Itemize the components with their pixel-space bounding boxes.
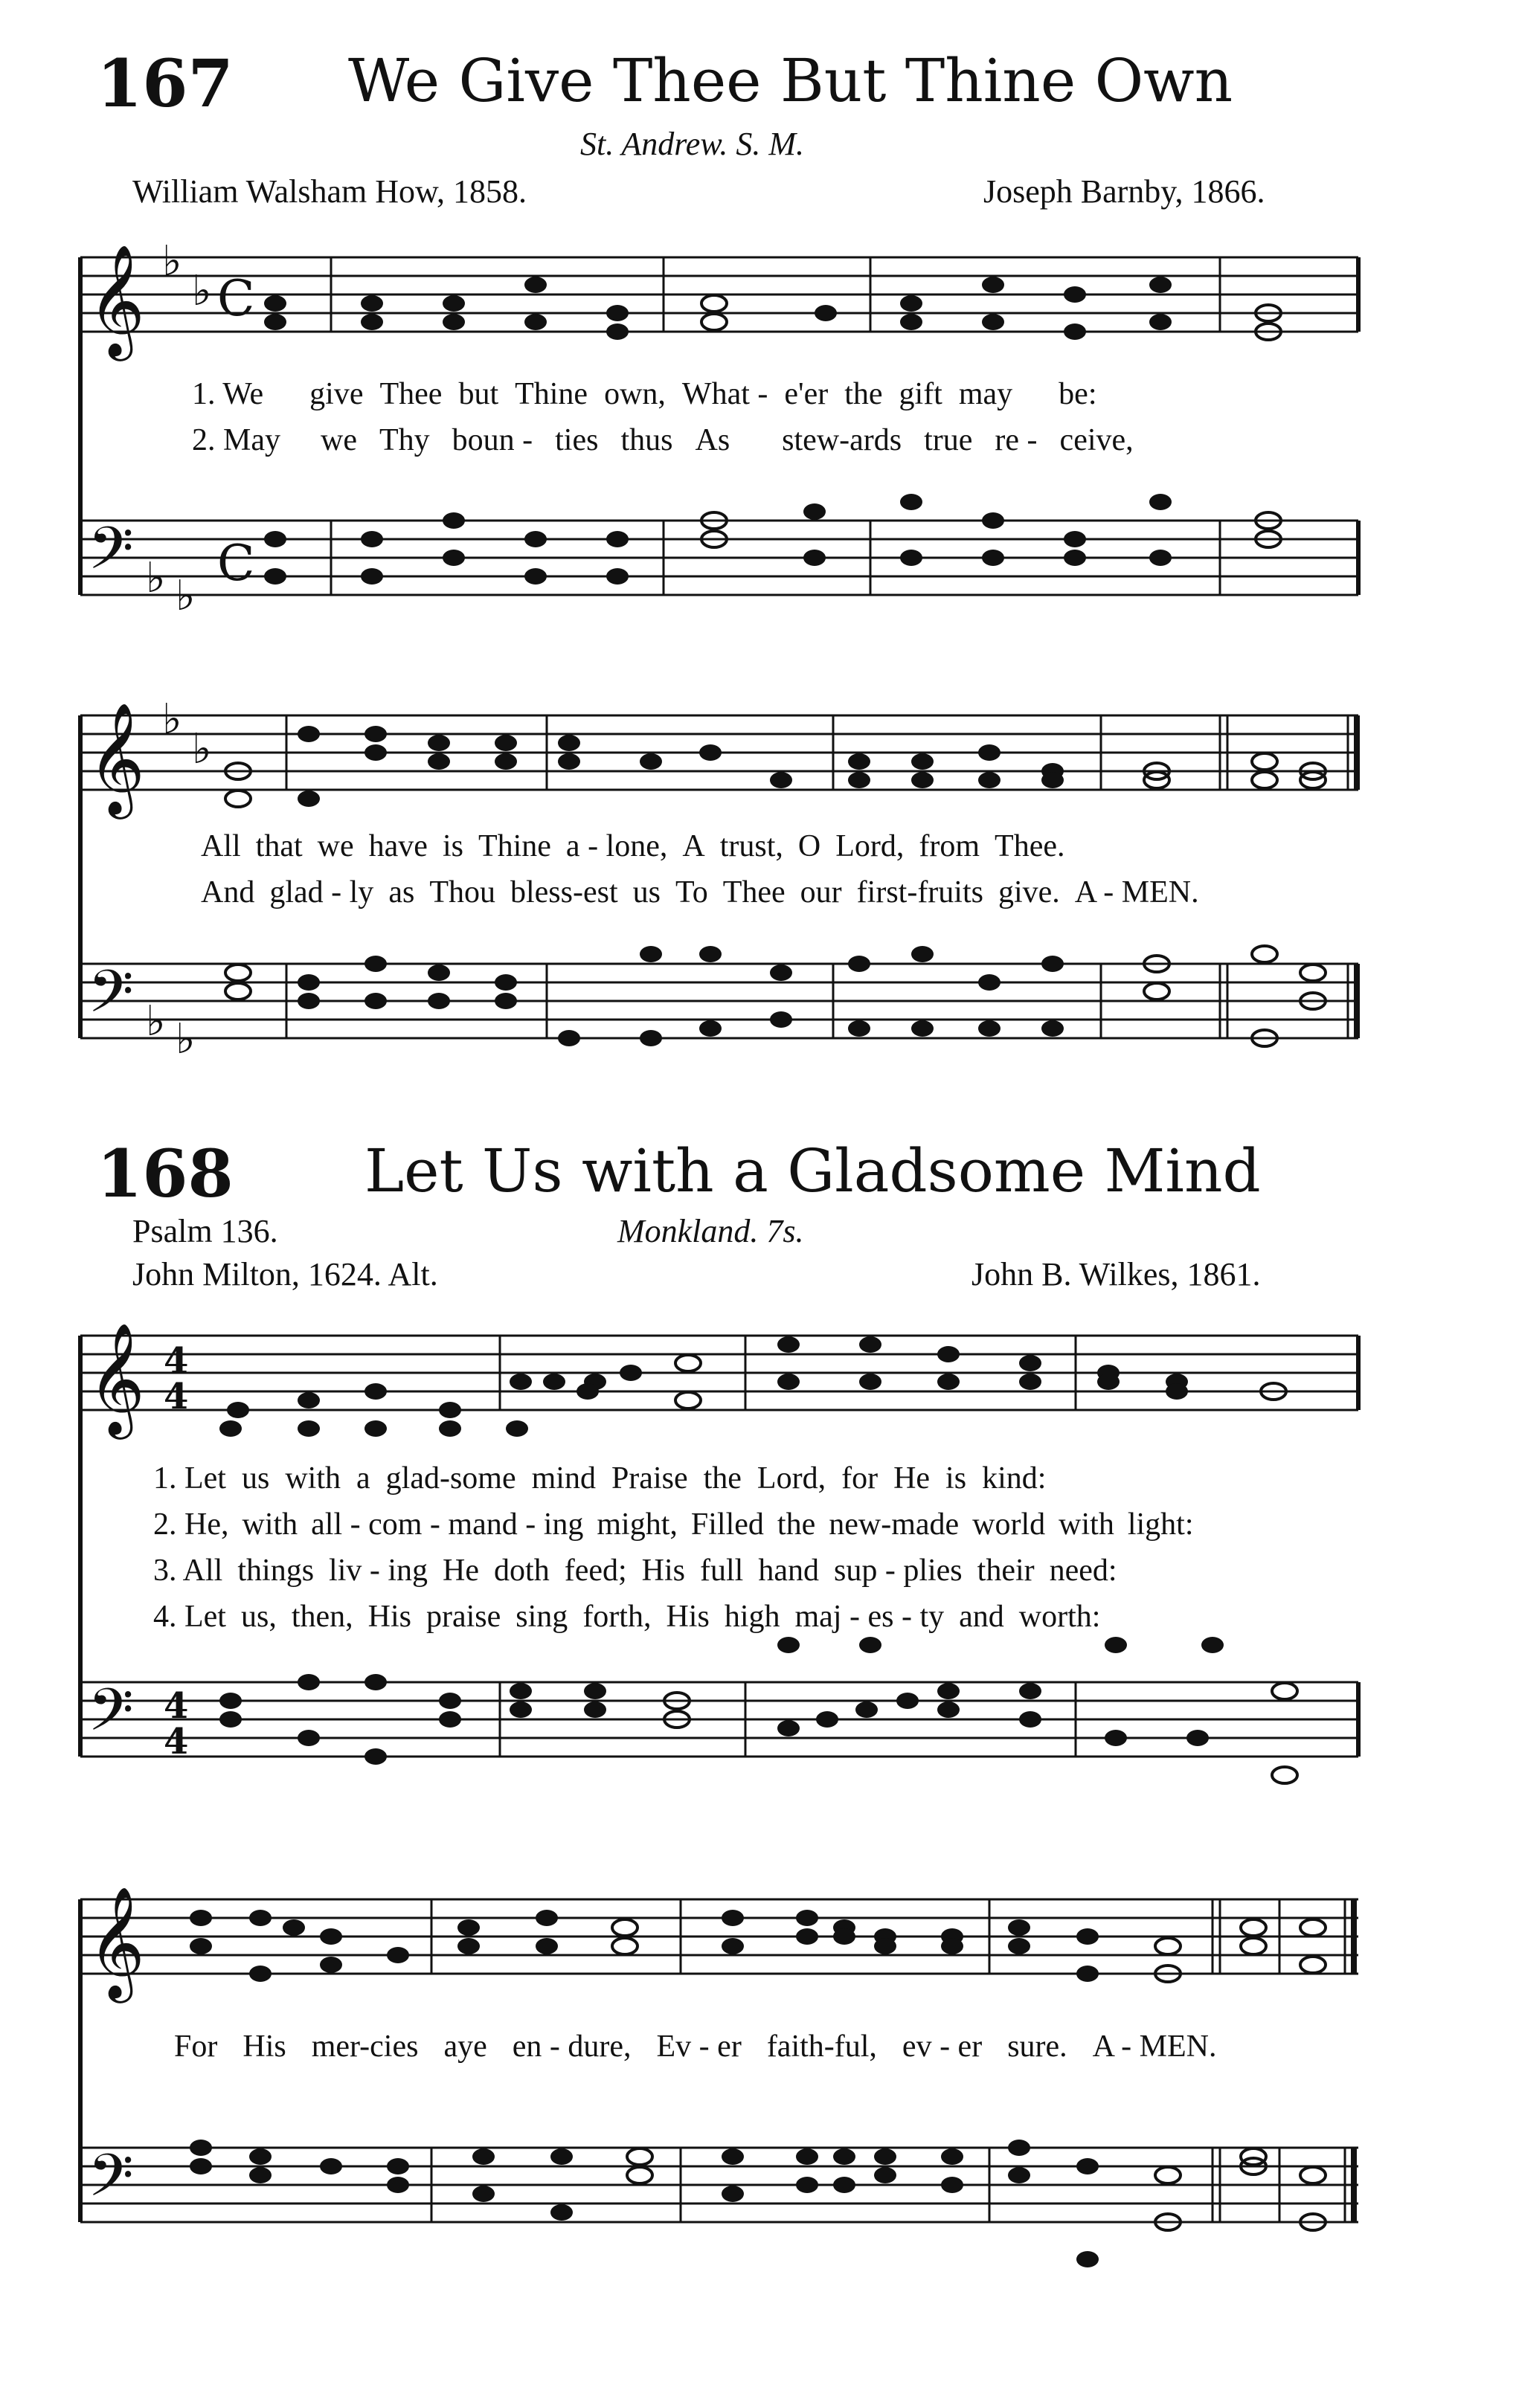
- note: [1241, 1938, 1266, 1954]
- lyric: a: [356, 1461, 370, 1496]
- source-credit: Psalm 136.: [132, 1213, 278, 1249]
- lyric: feed;: [564, 1554, 627, 1588]
- lyric: as: [388, 875, 415, 910]
- note: [1241, 1919, 1266, 1936]
- lyric: O: [797, 829, 821, 863]
- bass-clef-icon: 𝄢: [88, 1675, 134, 1759]
- flat-sign: ♭: [176, 1015, 196, 1063]
- lyric: world: [972, 1507, 1046, 1542]
- note: [457, 1919, 480, 1936]
- lyric: all - com - mand - ing: [311, 1507, 584, 1542]
- note: [941, 2177, 963, 2193]
- lyric: that: [255, 829, 303, 863]
- bass-clef-icon: 𝄢: [88, 2141, 134, 2224]
- lyric: 1. We: [192, 377, 264, 411]
- note: [833, 1928, 855, 1945]
- lyric: the: [777, 1507, 816, 1542]
- note: [796, 2148, 818, 2165]
- lyric: Lord,: [757, 1461, 826, 1496]
- lyric: Thine: [515, 377, 588, 411]
- lyric: high: [724, 1600, 780, 1634]
- note: [722, 2186, 744, 2202]
- lyric: Thine: [478, 829, 551, 863]
- treble-clef-icon: 𝄞: [88, 1321, 145, 1435]
- lyric: 1. Let: [153, 1461, 226, 1496]
- treble-clef-icon: 𝄞: [88, 1885, 145, 1998]
- lyric: have: [368, 829, 428, 863]
- lyric: mer-cies: [311, 2029, 419, 2064]
- lyric: but: [458, 377, 499, 411]
- lyric: new-made: [829, 1507, 960, 1542]
- lyric: re -: [995, 423, 1038, 457]
- music-credit: John B. Wilkes, 1861.: [971, 1256, 1261, 1292]
- note: [1076, 1966, 1099, 1982]
- flat-sign: ♭: [162, 237, 182, 286]
- lyric: A - MEN.: [1074, 875, 1199, 910]
- lyric: glad-some: [385, 1461, 516, 1496]
- tune-name: Monkland. 7s.: [617, 1213, 804, 1249]
- flat-sign: ♭: [176, 572, 196, 620]
- lyric: For: [174, 2029, 218, 2064]
- lyric: own,: [604, 377, 666, 411]
- flat-sign: ♭: [146, 997, 166, 1046]
- hymn-title: Let Us with a Gladsome Mind: [364, 1136, 1261, 1205]
- flat-sign: ♭: [146, 554, 166, 602]
- lyric: Thee: [722, 875, 786, 910]
- note: [941, 1938, 963, 1954]
- lyric: may: [958, 377, 1013, 411]
- lyric: What -: [681, 377, 768, 411]
- lyric: is: [945, 1461, 967, 1496]
- lyric: the: [703, 1461, 742, 1496]
- lyric: doth: [494, 1554, 550, 1588]
- lyric: A: [682, 829, 705, 863]
- lyric: Thee: [379, 377, 443, 411]
- lyric: Lord,: [835, 829, 905, 863]
- lyric: faith-ful,: [766, 2029, 877, 2064]
- note: [796, 1928, 818, 1945]
- lyric: trust,: [719, 829, 783, 863]
- lyric: their: [977, 1554, 1035, 1588]
- note: [1300, 1919, 1326, 1936]
- lyric: thus: [620, 423, 673, 457]
- note: [1076, 2251, 1099, 2267]
- note: [536, 1938, 558, 1954]
- lyric: with: [1059, 1507, 1114, 1542]
- lyric: is: [442, 829, 463, 863]
- hymn-title: We Give Thee But Thine Own: [348, 46, 1233, 115]
- lyric: Praise: [611, 1461, 688, 1496]
- flat-sign: ♭: [192, 267, 212, 315]
- note: [722, 1938, 744, 1954]
- note: [627, 2167, 652, 2183]
- note: [1076, 1928, 1099, 1945]
- lyric: we: [317, 829, 354, 863]
- lyric: we: [321, 423, 357, 457]
- note: [874, 2167, 896, 2183]
- note: [190, 2158, 212, 2174]
- note: [722, 1910, 744, 1926]
- lyric: To: [675, 875, 708, 910]
- note: [1155, 1938, 1181, 1954]
- lyric: forth,: [582, 1600, 652, 1634]
- lyric: Thou: [429, 875, 495, 910]
- note: [283, 1919, 305, 1936]
- lyric: glad - ly: [269, 875, 374, 910]
- time-signature: 4: [164, 1721, 189, 1762]
- lyric: mind: [531, 1461, 596, 1496]
- lyric: then,: [291, 1600, 353, 1634]
- lyric: Thy: [379, 423, 430, 457]
- lyric: 2. He,: [153, 1507, 229, 1542]
- words-credit: John Milton, 1624. Alt.: [132, 1256, 438, 1292]
- lyric: 4. Let: [153, 1600, 226, 1634]
- time-signature: 4: [164, 1340, 189, 1382]
- lyric: ev - er: [902, 2029, 983, 2064]
- lyric: As: [695, 423, 730, 457]
- lyric: en - dure,: [512, 2029, 632, 2064]
- notes-168-2: [190, 1910, 1326, 2267]
- note: [249, 1910, 272, 1926]
- note: [550, 2148, 573, 2165]
- lyric: A - MEN.: [1092, 2029, 1217, 2064]
- lyric: His: [641, 1554, 686, 1588]
- lyric: ceive,: [1059, 423, 1134, 457]
- note: [550, 2204, 573, 2221]
- hymn-number: 168: [97, 1135, 234, 1212]
- lyric: 2. May: [192, 423, 280, 457]
- note: [190, 1938, 212, 1954]
- note: [1008, 2140, 1030, 2156]
- lyric: kind:: [982, 1461, 1047, 1496]
- note: [874, 2148, 896, 2165]
- note: [722, 2148, 744, 2165]
- flat-sign: ♭: [162, 695, 182, 744]
- lyric: His: [666, 1600, 710, 1634]
- flat-sign: ♭: [192, 725, 212, 773]
- bass-clef-icon: 𝄢: [88, 957, 134, 1040]
- lyric: And: [201, 875, 255, 910]
- lyric: boun -: [452, 423, 533, 457]
- lyric: might,: [597, 1507, 678, 1542]
- lyric: first-fruits: [856, 875, 983, 910]
- common-time-sign: C: [217, 270, 255, 327]
- lyric-line-168-refrain: [174, 2029, 1364, 2064]
- note: [1155, 2167, 1181, 2183]
- lyric: with: [242, 1507, 298, 1542]
- lyric: light:: [1127, 1507, 1194, 1542]
- lyric: full: [700, 1554, 744, 1588]
- note: [249, 1966, 272, 1982]
- lyric: Thee.: [995, 829, 1065, 863]
- time-signature: 4: [164, 1376, 189, 1417]
- music-credit: Joseph Barnby, 1866.: [983, 173, 1265, 210]
- lyric: our: [800, 875, 842, 910]
- lyric: us: [241, 1461, 270, 1496]
- lyric: All: [201, 829, 241, 863]
- tune-name: St. Andrew. S. M.: [580, 126, 805, 162]
- lyric: 3. All: [153, 1554, 223, 1588]
- lyric: us: [632, 875, 661, 910]
- lyric: sing: [515, 1600, 568, 1634]
- note: [387, 2177, 409, 2193]
- lyric: from: [919, 829, 980, 863]
- note: [833, 2148, 855, 2165]
- lyric: He: [893, 1461, 931, 1496]
- lyric: stew-ards: [782, 423, 902, 457]
- note: [320, 2158, 342, 2174]
- lyric: maj - es - ty: [794, 1600, 945, 1634]
- lyric: true: [924, 423, 973, 457]
- note: [1008, 2167, 1030, 2183]
- note: [249, 2148, 272, 2165]
- note: [320, 1928, 342, 1945]
- note: [612, 1919, 637, 1936]
- treble-clef-icon: 𝄞: [88, 701, 145, 814]
- lyric: need:: [1049, 1554, 1117, 1588]
- treble-clef-icon: 𝄞: [88, 243, 145, 356]
- lyric: ties: [555, 423, 599, 457]
- lyric: sup - plies: [834, 1554, 963, 1588]
- words-credit: William Walsham How, 1858.: [132, 173, 527, 210]
- note: [874, 1938, 896, 1954]
- lyric: hand: [758, 1554, 819, 1588]
- lyric: e'er: [784, 377, 829, 411]
- lyric: Filled: [690, 1507, 764, 1542]
- lyric: worth:: [1018, 1600, 1101, 1634]
- lyric: gift: [899, 377, 942, 411]
- note: [249, 2167, 272, 2183]
- lyric: the: [844, 377, 883, 411]
- note: [1076, 2158, 1099, 2174]
- lyric: give: [309, 377, 364, 411]
- hymn-number: 167: [97, 45, 234, 122]
- lyric: Ev - er: [656, 2029, 742, 2064]
- note: [833, 2177, 855, 2193]
- note: [941, 2148, 963, 2165]
- note: [190, 1910, 212, 1926]
- note: [472, 2148, 495, 2165]
- note: [536, 1910, 558, 1926]
- note: [387, 1947, 409, 1963]
- bass-clef-icon: 𝄢: [88, 514, 134, 597]
- staff-lines-168-2-treble: [80, 1899, 1358, 1974]
- lyric: be:: [1059, 377, 1097, 411]
- lyric: praise: [426, 1600, 501, 1634]
- note: [1008, 1919, 1030, 1936]
- lyric: bless-est: [510, 875, 618, 910]
- note: [796, 1910, 818, 1926]
- lyric: and: [959, 1600, 1004, 1634]
- lyric: things: [237, 1554, 315, 1588]
- note: [1300, 2167, 1326, 2183]
- lyric: us,: [240, 1600, 277, 1634]
- lyric: His: [243, 2029, 286, 2064]
- lyric: His: [367, 1600, 411, 1634]
- note: [612, 1938, 637, 1954]
- note: [457, 1938, 480, 1954]
- lyric: liv - ing: [329, 1554, 428, 1588]
- note: [1300, 1957, 1326, 1973]
- common-time-sign: C: [217, 535, 255, 592]
- note: [190, 2140, 212, 2156]
- note: [796, 2177, 818, 2193]
- lyric: He: [443, 1554, 480, 1588]
- note: [1008, 1938, 1030, 1954]
- time-signature: 4: [164, 1685, 189, 1727]
- staff-lines-168-2-bass: [80, 2148, 1358, 2222]
- lyric: give.: [998, 875, 1060, 910]
- lyric: aye: [443, 2029, 487, 2064]
- lyric: a - lone,: [565, 829, 668, 863]
- lyric: for: [841, 1461, 879, 1496]
- note: [472, 2186, 495, 2202]
- note: [387, 2158, 409, 2174]
- lyric: with: [285, 1461, 341, 1496]
- lyric: sure.: [1007, 2029, 1067, 2064]
- note: [320, 1957, 342, 1973]
- note: [627, 2148, 652, 2165]
